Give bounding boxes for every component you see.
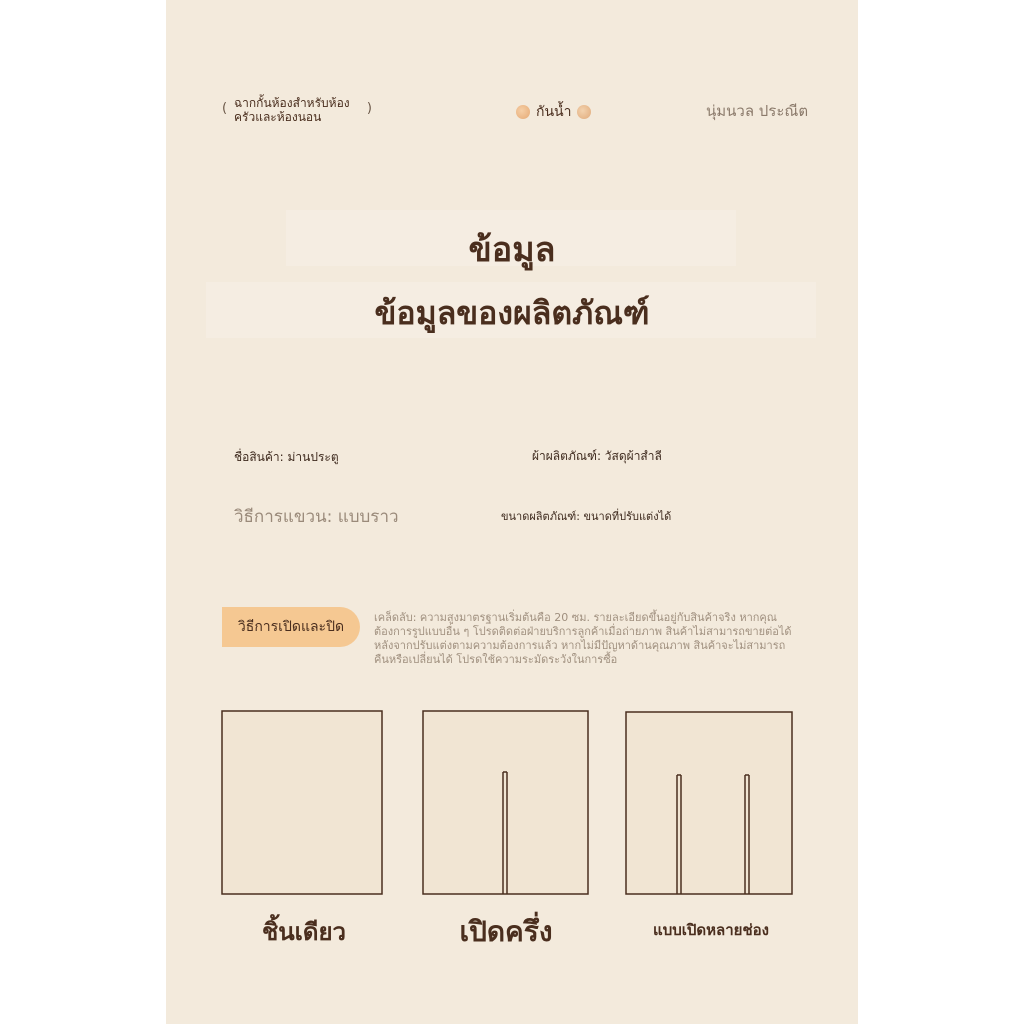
page-subtitle: ข้อมูลของผลิตภัณฑ์ [374, 294, 650, 332]
header-waterproof-badge [516, 101, 591, 123]
header-left-text: ฉากกั้นห้องสำหรับห้องครัวและห้องนอน [234, 96, 350, 124]
opening-method-text: วิธีการเปิดและปิด [237, 619, 345, 635]
close-paren: ) [366, 101, 372, 116]
spec-hanging-method: วิธีการแขวน: แบบราว [234, 507, 399, 527]
open-paren: ( [222, 101, 228, 116]
spec-size: ขนาดผลิตภัณฑ์: ขนาดที่ปรับแต่งได้ [501, 510, 672, 523]
spec-product-name: ชื่อสินค้า: ม่านประตู [234, 450, 339, 464]
header-middle-text: กันน้ำ [536, 104, 572, 120]
single-panel-diagram [221, 710, 384, 896]
header-right-text: นุ่มนวล ประณีต [706, 102, 809, 120]
caption-half-open: เปิดครึ่ง [459, 915, 553, 948]
header-room-divider-note [222, 96, 372, 126]
half-open-outline [423, 711, 588, 894]
multi-slit-diagram [625, 710, 794, 896]
page-title: ข้อมูล [468, 230, 556, 270]
dot-right-icon [577, 105, 591, 119]
caption-single-panel: ชิ้นเดียว [261, 918, 347, 946]
opening-method-label [222, 607, 360, 647]
spec-fabric: ผ้าผลิตภัณฑ์: วัสดุผ้าสำลี [532, 449, 662, 463]
dot-left-icon [516, 105, 530, 119]
product-info-page [166, 0, 858, 1024]
opening-tip: เคล็ดลับ: ความสูงมาตรฐานเริ่มต้นคือ 20 ซม. รายละเอียดขึ้นอยู่กับสินค้าจริง หากคุณต้องการรูปแบบอื่น ๆ โปรดติดต่อฝ่ายบริการลูกค้าเมื่อถ่ายภาพ สินค้าไม่สามารถขายต่อได้หลังจากปรับแต่งตามความต้องการแล้ว หากไม่มีปัญหาด้านคุณภาพ สินค้าจะไม่สามารถคืนหรือเปลี่ยนได้ โปรดใช้ความระมัดระวังในการซื้อ [374, 611, 792, 666]
half-open-diagram [422, 710, 590, 896]
multi-slit-outline [626, 712, 792, 894]
caption-multi-slit: แบบเปิดหลายช่อง [653, 921, 769, 939]
single-panel [222, 711, 382, 894]
